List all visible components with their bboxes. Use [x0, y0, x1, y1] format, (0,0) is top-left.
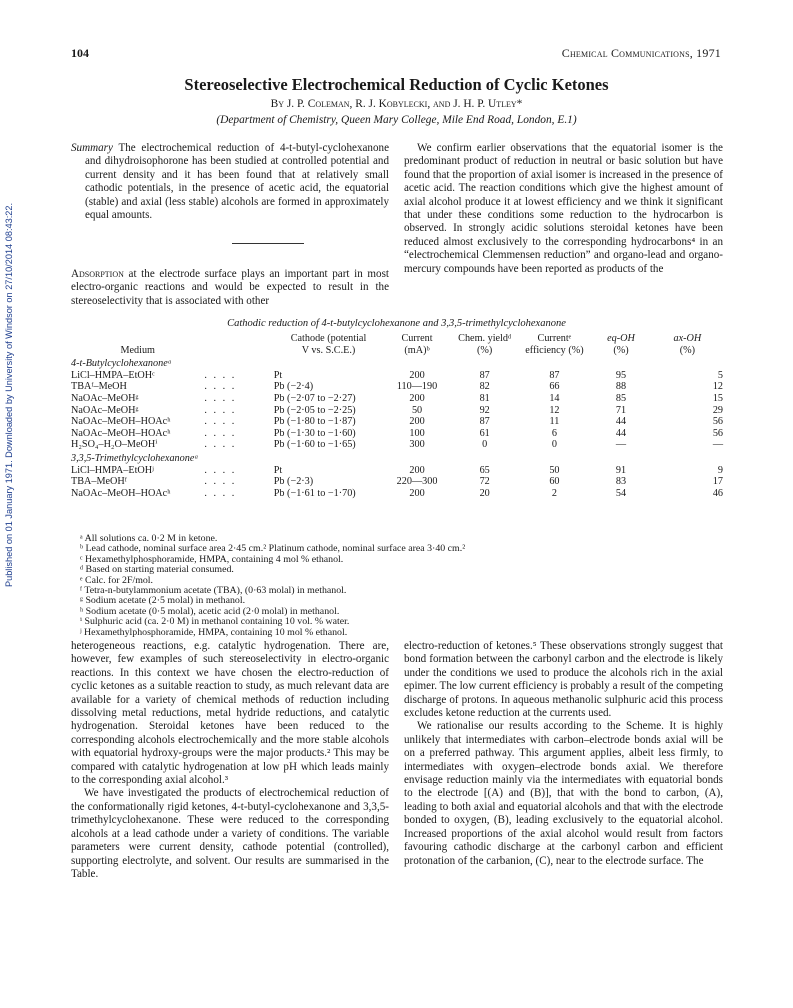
footnote: ʰ Sodium acetate (0·5 molal), acetic acid (2·0 molal) in methanol. — [80, 605, 340, 617]
cell-medium: TBA–MeOHᶠ — [71, 476, 127, 488]
cell-ax: 15 — [712, 392, 723, 404]
results-table — [71, 333, 727, 499]
group-name: 3,3,5-Trimethylcyclohexanoneᵃ — [71, 452, 199, 464]
cell-cathode: Pt — [273, 369, 283, 381]
cell-cathode: Pb (−2·05 to −2·25) — [273, 404, 356, 416]
intro-paragraph — [71, 268, 389, 308]
cell-chem: 20 — [479, 487, 490, 499]
header-chem-units: (%) — [477, 344, 493, 356]
footnote: ᵈ Based on starting material consumed. — [80, 564, 234, 576]
bottom-right-paragraph-2: We rationalise our results according to the Scheme. It is highly unlikely that intermediates with carbon–electrode bonds axial will be on a preferred pathway. This argument applies, albeit less firmly, to intermediates with oxygen–electrode bonds axial. We therefore envisage reduction mainly via the intermediates with equatorial bonds to the electrode [(A) and (B)], that with the bond to carbon, (A), leading to both axial and equatorial alcohols and that with the electrode bonded to oxygen, (B), leading exclusively to the equatorial alcohol. Increased proportions of the axial alcohol would result from factors favouring cathodic discharge at the carbonyl carbon and efficient protonation of the carbanion, (C), near to the electrode surface. The — [404, 720, 723, 867]
table-row — [71, 416, 727, 428]
header-ax-units: (%) — [679, 344, 695, 356]
leader-dots: . . . . — [204, 381, 237, 393]
cell-cathode: Pb (−2·3) — [273, 476, 314, 488]
bottom-right-paragraph-1: electro-reduction of ketones.⁵ These observations strongly suggest that bond formation between the carbonyl carbon and the electrode is likely under the conditions we used to produce the alcohols rich in the axial epimer. The low current efficiency is probably a result of the competing discharge of protons. In aqueous methanolic sulphuric acid this process excludes ketone reduction at the currents used. — [404, 640, 723, 720]
leader-dots: . . . . — [204, 369, 237, 381]
leader-dots: . . . . — [204, 476, 237, 488]
cell-cathode: Pt — [273, 464, 283, 476]
table-footnotes — [80, 534, 465, 638]
header-chem-yield: Chem. yieldᵈ — [458, 333, 512, 344]
footnote: ᵃ All solutions ca. 0·2 M in ketone. — [80, 533, 218, 544]
cell-current: 200 — [409, 416, 425, 428]
cell-medium: TBAᶠ–MeOH — [71, 381, 127, 393]
cell-eq: 85 — [615, 392, 627, 404]
leader-dots: . . . . — [204, 464, 237, 476]
footnote: ᵇ Lead cathode, nominal surface area 2·45 cm.² Platinum cathode, nominal surface area 3·40 cm.² — [80, 543, 466, 555]
table-group-heading — [71, 356, 727, 370]
leader-dots: . . . . — [204, 439, 237, 451]
cell-current: 100 — [409, 427, 425, 439]
cell-current: 200 — [409, 369, 425, 381]
cell-cathode: Pb (−1·80 to −1·87) — [273, 416, 356, 428]
cell-ax: 56 — [712, 416, 723, 428]
cell-eff: 2 — [551, 487, 557, 499]
footnote: ᶠ Tetra-n-butylammonium acetate (TBA), (0·63 molal) in methanol. — [80, 585, 347, 597]
summary-divider — [232, 243, 304, 244]
cell-eff: 12 — [549, 404, 560, 416]
cell-chem: 87 — [479, 369, 490, 381]
right-top-paragraph: We confirm earlier observations that the equatorial isomer is the predominant product of reduction in neutral or basic solution but have found that the proportion of axial isomer is increased in the presence of acetic acid. The reaction conditions which give the highest amount of axial alcohol produce it at lowest efficiency and we think it significant that under these conditions some reduction to the hydrocarbon is observed. In strongly acidic solutions steroidal ketones have been reduced almost exclusively to the corresponding hydrocarbons⁴ in an “electrochemical Clemmensen reduction” and organo-lead and organo-mercury compounds have been reported as products of the — [404, 142, 723, 275]
leader-dots: . . . . — [204, 427, 237, 439]
summary-block — [71, 142, 389, 222]
cell-medium: NaOAc–MeOHᵍ — [71, 392, 139, 404]
cell-eq: 88 — [615, 381, 627, 393]
footnote: ⁱ Sulphuric acid (ca. 2·0 M) in methanol containing 10 vol. % water. — [80, 616, 350, 628]
table-row — [71, 476, 727, 488]
cell-eff: 14 — [549, 392, 560, 404]
cell-ax: 9 — [717, 464, 723, 476]
header-eq-units: (%) — [613, 344, 629, 356]
summary-text: The electrochemical reduction of 4-t-butyl-cyclohexanone and dihydroisophorone has been studied at controlled potential and current density and it has been found that at relatively small cathodic potentials, in the presence of acetic acid, the equatorial (stable) and axial (less stable) alcohols are formed in approximately equal amounts. — [85, 142, 389, 222]
bottom-left-paragraph-2: We have investigated the products of electrochemical reduction of the conformationally rigid ketones, 4-t-butyl-cyclohexanone and 3,3,5-trimethylcyclohexanone. These were reduced to the corresponding alcohols at a lead cathode under a variety of conditions. The variable parameters were current density, cathode potential (controlled), supporting electrolyte, and solvent. Our results are summarised in the Table. — [71, 787, 389, 880]
cell-medium: LiCl–HMPA–EtOHʲ — [71, 464, 154, 476]
cell-eq: 95 — [615, 369, 627, 381]
intro-text: at the electrode surface plays an important part in most electro-organic reactions and would be expected to result in the stereoselectivity that is associated with other — [71, 268, 389, 307]
cell-ax: 56 — [712, 427, 723, 439]
cell-eff: 11 — [549, 416, 560, 428]
table-row — [71, 488, 727, 500]
cell-current: 110—190 — [396, 381, 438, 393]
cell-current: 50 — [411, 404, 423, 416]
cell-eq: 83 — [615, 476, 627, 488]
cell-eff: 87 — [549, 369, 560, 381]
cell-ax: 5 — [717, 369, 723, 381]
header-current-units: (mA)ᵇ — [404, 344, 430, 356]
cell-chem: 61 — [479, 427, 490, 439]
page-number: 104 — [71, 46, 89, 60]
cell-cathode: Pb (−2·4) — [273, 381, 314, 393]
table-row — [71, 381, 727, 393]
header-efficiency: Currentᵉ — [537, 333, 572, 344]
bottom-left-column — [71, 640, 389, 881]
cell-ax: 29 — [712, 404, 723, 416]
leader-dots: . . . . — [204, 416, 237, 428]
cell-medium: NaOAc–MeOH–HOAcʰ — [71, 416, 171, 428]
header-ax-oh: ax-OH — [673, 333, 702, 344]
header-eq-oh: eq-OH — [607, 333, 635, 344]
footnote: ᵉ Calc. for 2F/mol. — [80, 574, 154, 586]
bottom-right-column — [404, 640, 723, 868]
intro-lead-word: Adsorption — [71, 268, 124, 280]
cell-eff: 66 — [549, 381, 560, 393]
table-row — [71, 405, 727, 417]
cell-eff: 6 — [551, 427, 557, 439]
cell-chem: 92 — [479, 404, 490, 416]
footnote: ᶜ Hexamethylphosphoramide, HMPA, containing 4 mol % ethanol. — [80, 553, 344, 565]
article-title: Stereoselective Electrochemical Reduction of Cyclic Ketones — [184, 75, 609, 94]
footnote: ʲ Hexamethylphosphoramide, HMPA, containing 10 mol % ethanol. — [80, 626, 348, 638]
leader-dots: . . . . — [204, 404, 237, 416]
cell-chem: 81 — [479, 392, 490, 404]
summary-label: Summary — [71, 142, 113, 154]
group-name: 4-t-Butylcyclohexanoneᵃ — [71, 358, 172, 370]
cell-chem: 82 — [479, 381, 490, 393]
cell-ax: 12 — [712, 381, 723, 393]
cell-eq: 54 — [615, 487, 627, 499]
cell-cathode: Pb (−1·60 to −1·65) — [273, 439, 356, 451]
header-medium: Medium — [120, 344, 155, 356]
cell-medium: NaOAc–MeOH–HOAcʰ — [71, 427, 171, 439]
table-row — [71, 370, 727, 382]
cell-eq: 44 — [615, 416, 627, 428]
cell-medium: LiCl–HMPA–EtOHᶜ — [71, 369, 155, 381]
bottom-left-paragraph-1: heterogeneous reactions, e.g. catalytic hydrogenation. There are, however, few examples of such stereoselectivity in electro-organic reactions. In this context we have chosen the electro-reduction of cyclic ketones as a suitable reaction to study, as much relevant data are available for a variety of chemical methods of reduction including dissolving metal reductions, metal hydride reductions, and catalytic hydrogenation. Steroidal ketones have been reduced to the corresponding alcohols electrochemically and the more stable alcohols with equatorial hydroxy-groups were the major products.² This may be compared with catalytic hydrogenation at low pH which leads mainly to the corresponding axial alcohol.³ — [71, 640, 389, 787]
cell-ax: 17 — [712, 476, 723, 488]
cell-cathode: Pb (−2·07 to −2·27) — [273, 392, 356, 404]
cell-cathode: Pb (−1·30 to −1·60) — [273, 427, 356, 439]
table-row — [71, 428, 727, 440]
table-group-heading — [71, 451, 727, 465]
cell-eq: 44 — [615, 427, 627, 439]
leader-dots: . . . . — [204, 487, 237, 499]
cell-eq: 91 — [615, 464, 627, 476]
cell-eff: 60 — [549, 476, 560, 488]
cell-cathode: Pb (−1·61 to −1·70) — [273, 487, 356, 499]
cell-eq: 71 — [615, 404, 627, 416]
header-cathode-units: V vs. S.C.E.) — [301, 344, 356, 356]
cell-eff: 50 — [549, 464, 560, 476]
table-header-row-2 — [71, 345, 727, 357]
header-current: Current — [401, 333, 433, 344]
cell-medium: H₂SO₄–H₂O–MeOHⁱ — [71, 439, 158, 451]
table-header-row-1 — [71, 333, 727, 345]
cell-chem: 87 — [479, 416, 490, 428]
table-row — [71, 393, 727, 405]
cell-current: 220—300 — [396, 476, 438, 488]
article-affiliation: (Department of Chemistry, Queen Mary College, Mile End Road, London, E.1) — [216, 114, 577, 126]
table-row — [71, 439, 727, 451]
journal-running-head: Chemical Communications, 1971 — [561, 46, 721, 60]
cell-current: 200 — [409, 392, 425, 404]
cell-chem: 65 — [479, 464, 490, 476]
cell-current: 300 — [409, 439, 425, 451]
cell-ax: 46 — [712, 487, 723, 499]
header-cathode: Cathode (potential — [290, 333, 367, 344]
leader-dots: . . . . — [204, 392, 237, 404]
download-watermark-text: Published on 01 January 1971. Downloaded by University of Windsor on 27/10/2014 08:43:22. — [4, 202, 14, 588]
header-efficiency-units: efficiency (%) — [525, 344, 584, 356]
table-row — [71, 465, 727, 477]
cell-eq: — — [615, 439, 627, 451]
cell-ax: — — [712, 439, 723, 451]
cell-chem: 72 — [479, 476, 490, 488]
footnote: ᵍ Sodium acetate (2·5 molal) in methanol. — [80, 595, 246, 607]
cell-eff: 0 — [551, 439, 557, 451]
right-column-top — [404, 142, 723, 276]
cell-chem: 0 — [482, 439, 488, 451]
cell-medium: NaOAc–MeOHᵍ — [71, 404, 139, 416]
article-authors: By J. P. Coleman, R. J. Kobylecki, and J. H. P. Utley* — [270, 98, 523, 110]
table-caption: Cathodic reduction of 4-t-butylcyclohexanone and 3,3,5-trimethylcyclohexanone — [227, 318, 566, 329]
cell-medium: NaOAc–MeOH–HOAcʰ — [71, 487, 171, 499]
cell-current: 200 — [409, 487, 425, 499]
download-watermark — [2, 180, 16, 610]
cell-current: 200 — [409, 464, 425, 476]
